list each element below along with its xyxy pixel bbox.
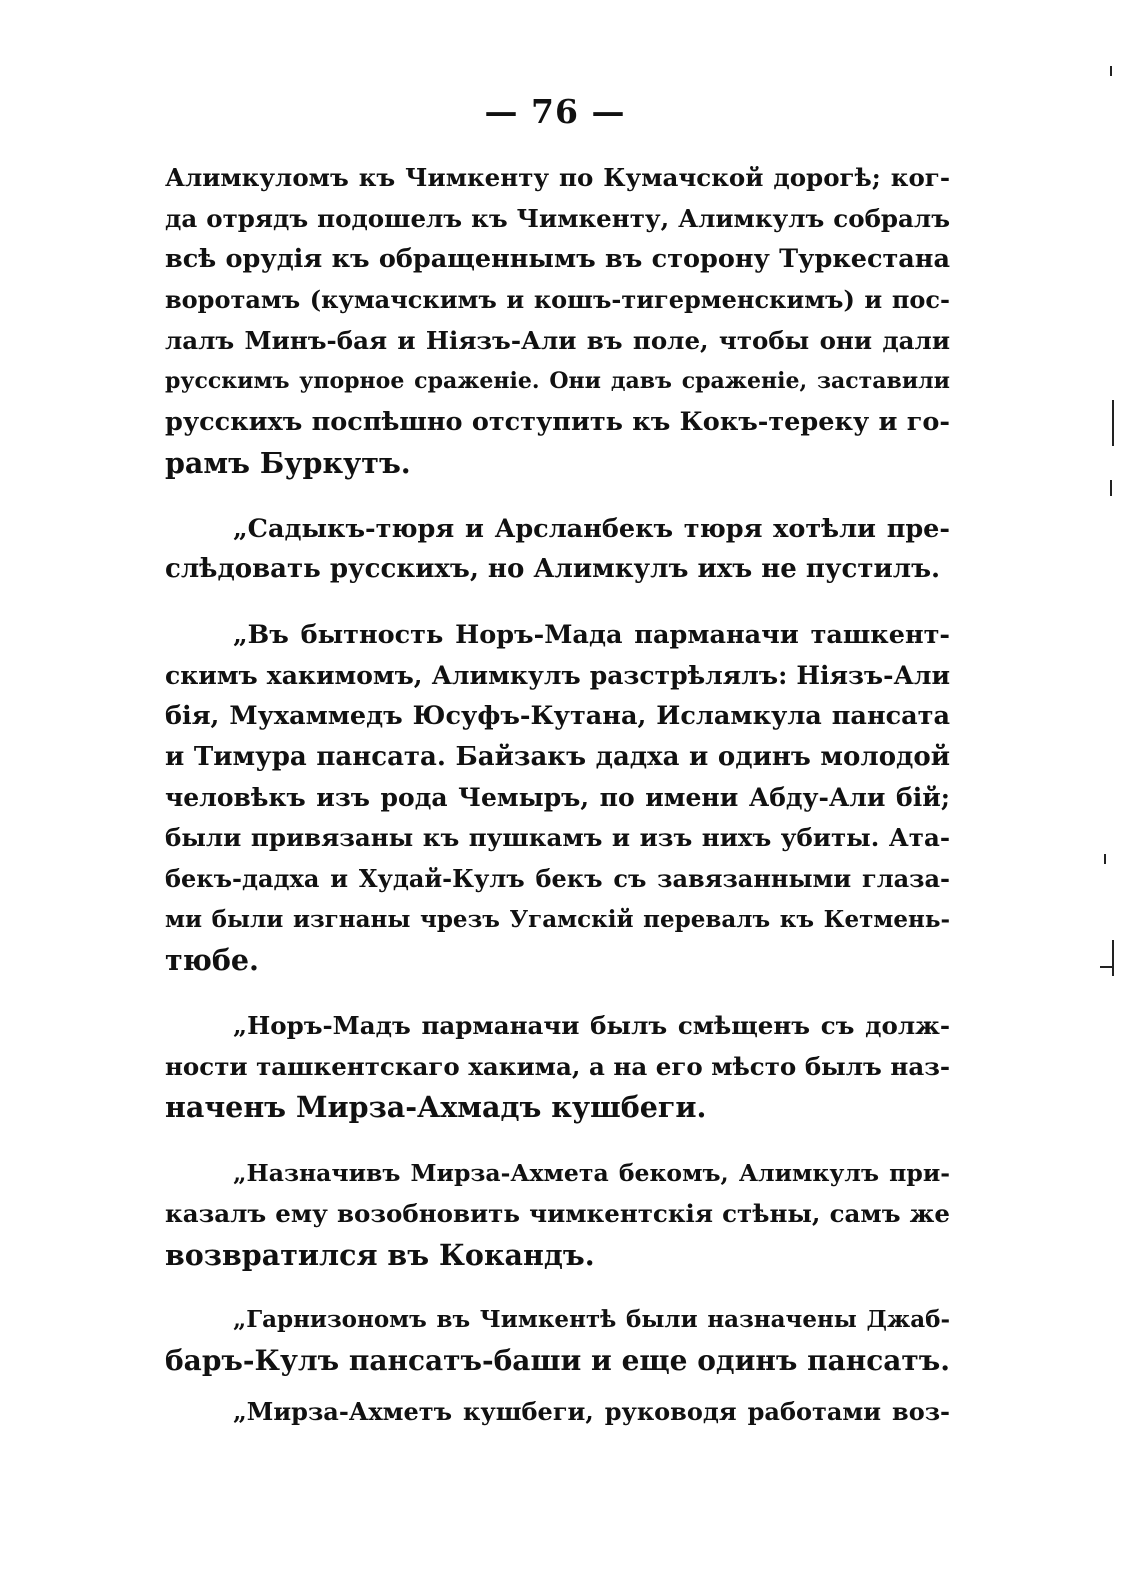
text-line: бекъ-дадха и Худай-Кулъ бекъ съ завязанными глаза- (165, 864, 950, 893)
paragraph-6 (165, 1300, 950, 1381)
scan-mark (1112, 940, 1114, 976)
text-line: Алимкуломъ къ Чимкенту по Кумачской дорогѣ; ког- (165, 163, 950, 192)
paragraph-1 (165, 158, 950, 484)
body-text (165, 158, 950, 1432)
text-line: русскимъ упорное сраженіе. Они давъ сраженіе, заставили (165, 368, 950, 395)
text-line: рамъ Буркутъ. (165, 445, 411, 480)
text-line: „Мирза-Ахметъ кушбеги, руководя работами воз- (233, 1396, 950, 1426)
scan-mark (1112, 400, 1114, 446)
text-line: „Садыкъ-тюря и Арсланбекъ тюря хотѣли пре- (233, 513, 950, 544)
scan-mark (1110, 66, 1112, 76)
text-line: „Назначивъ Мирза-Ахмета бекомъ, Алимкулъ при- (233, 1159, 950, 1188)
text-line: баръ-Кулъ пансатъ-баши и еще одинъ пансатъ. (165, 1343, 950, 1377)
paragraph-2 (165, 509, 950, 590)
scan-mark (1100, 966, 1112, 968)
text-line: всѣ орудія къ обращеннымъ въ сторону Туркестана (165, 244, 950, 275)
text-line: бія, Мухаммедъ Юсуфъ-Кутана, Исламкула пансата (165, 701, 950, 732)
scan-mark (1110, 480, 1112, 496)
text-line: русскихъ поспѣшно отступить къ Кокъ-тереку и го- (165, 407, 950, 438)
paragraph-3 (165, 615, 950, 981)
text-line: „Въ бытность Норъ-Мада парманачи ташкент- (233, 619, 950, 650)
text-line: ности ташкентскаго хакима, а на его мѣсто былъ наз- (165, 1051, 950, 1081)
text-line: ми были изгнаны чрезъ Угамскій перевалъ къ Кетмень- (165, 905, 950, 933)
text-line: лалъ Минъ-бая и Ніязъ-Али въ поле, чтобы они дали (165, 325, 950, 355)
paragraph-7 (165, 1392, 950, 1433)
paragraph-4 (165, 1006, 950, 1128)
text-line: слѣдовать русскихъ, но Алимкулъ ихъ не пустилъ. (165, 554, 941, 585)
text-line: воротамъ (кумачскимъ и кошъ-тигерменскимъ) и пос- (165, 285, 950, 315)
text-line: да отрядъ подошелъ къ Чимкенту, Алимкулъ собралъ (165, 203, 950, 233)
scan-mark (1104, 854, 1106, 864)
text-line: наченъ Мирза-Ахмадъ кушбеги. (165, 1090, 707, 1125)
text-line: и Тимура пансата. Байзакъ дадха и одинъ молодой (165, 741, 950, 772)
text-line: возвратился въ Кокандъ. (165, 1237, 595, 1272)
paragraph-5 (165, 1153, 950, 1275)
text-line: „Норъ-Мадъ парманачи былъ смѣщенъ съ долж- (233, 1011, 950, 1041)
text-line: „Гарнизономъ въ Чимкентѣ были назначены Джаб- (233, 1306, 950, 1334)
text-line: человѣкъ изъ рода Чемыръ, по имени Абду-Али бій; (165, 782, 950, 812)
text-line: скимъ хакимомъ, Алимкулъ разстрѣлялъ: Ніязъ-Али (165, 660, 950, 690)
text-line: тюбе. (165, 943, 259, 978)
page-number: — 76 — (484, 92, 626, 131)
text-line: казалъ ему возобновить чимкентскія стѣны, самъ же (165, 1198, 950, 1228)
text-line: были привязаны къ пушкамъ и изъ нихъ убиты. Ата- (165, 823, 950, 853)
